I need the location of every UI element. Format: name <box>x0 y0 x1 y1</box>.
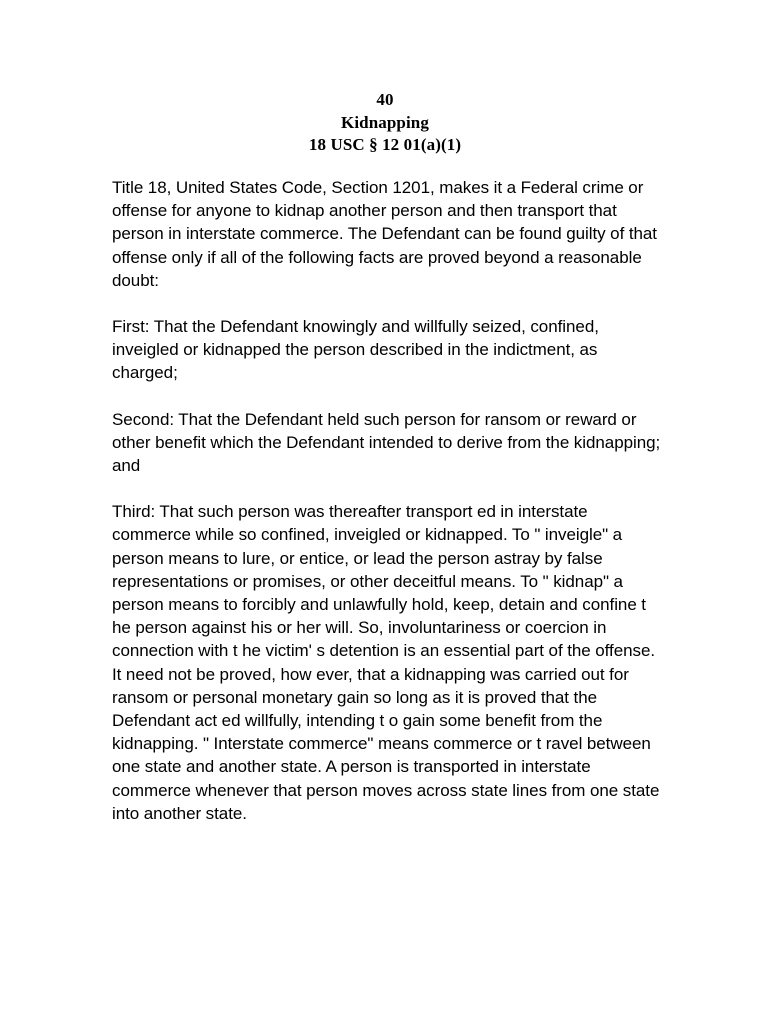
paragraph-intro: Title 18, United States Code, Section 1201, makes it a Federal crime or offense for anyone to kidnap another person and then transport that person in interstate commerce. The Defendant can be found guilty of that offense only if all of the following facts are proved beyond a reasonable doubt: <box>112 178 662 290</box>
paragraph-element-third: Third: That such person was thereafter transport ed in interstate commerce while so confined, inveigled or kidnapped. To " inveigle" a person means to lure, or entice, or lead the person astray by false representations or promises, or other deceitful means. To " kidnap" a person means to forcibly and unlawfully hold, keep, detain and confine t he person against his or her will. So, involuntariness or coercion in connection with t he victim' s detention is an essential part of the offense. It need not be proved, how ever, that a kidnapping was carried out for ransom or personal monetary gain so long as it is proved that the Defendant act ed willfully, intending t o gain some benefit from the kidnapping. " Interstate commerce" means commerce or t ravel between one state and another state. A person is transported in interstate commerce whenever that person moves across state lines from one state into another state. <box>112 502 664 823</box>
paragraph-element-first: First: That the Defendant knowingly and willfully seized, confined, inveigled or kidnapped the person described in the indictment, as charged; <box>112 317 604 383</box>
document-body <box>112 176 664 825</box>
heading-instruction-number: 40 <box>376 90 394 109</box>
paragraph-element-second: Second: That the Defendant held such person for ransom or reward or other benefit which the Defendant intended to derive from the kidnapping; and <box>112 409 665 476</box>
page-heading <box>0 89 770 157</box>
heading-statute-citation: 18 USC § 12 01(a)(1) <box>308 135 462 154</box>
heading-offense-title: Kidnapping <box>341 112 429 132</box>
